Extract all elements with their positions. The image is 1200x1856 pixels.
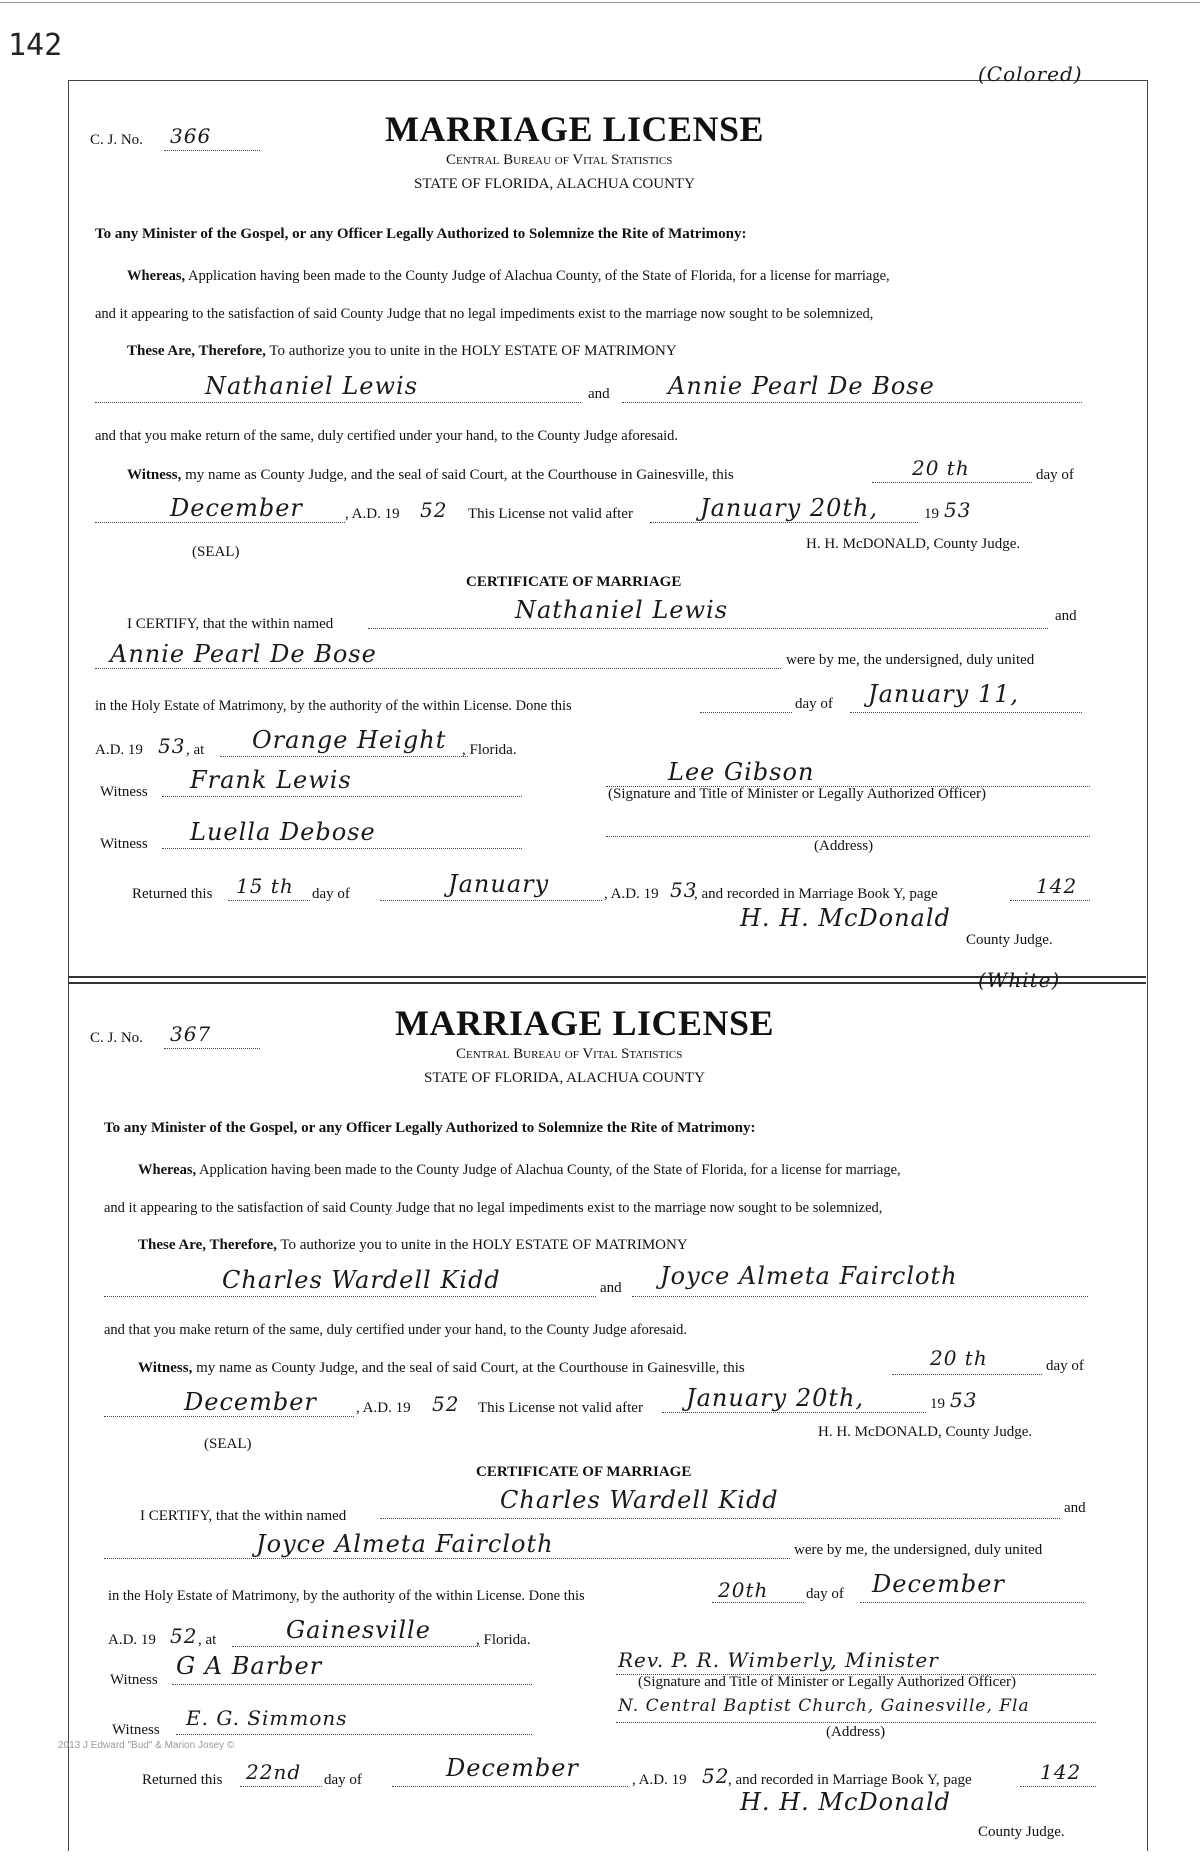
returned-month-line [380,900,602,901]
seal: (SEAL) [192,544,240,560]
witness-paragraph [127,467,734,484]
witness-lead: Witness, [138,1360,193,1376]
valid-year-prefix: 19 [930,1396,945,1412]
ad-text: , A.D. 19 [356,1400,411,1416]
holy-text: in the Holy Estate of Matrimony, by the authority of the within License. Done this [108,1588,585,1604]
not-valid-text: This License not valid after [478,1400,643,1416]
bride-line [632,1296,1088,1297]
place-line [220,756,468,757]
at-text: , at [198,1632,217,1648]
issue-month: December [170,494,303,522]
marriage-place: Gainesville [286,1616,431,1644]
done-year: 52 [170,1624,198,1648]
cert-groom: Nathaniel Lewis [515,596,729,624]
cj-label: C. J. No. [90,1030,143,1046]
witness2-line [176,1734,532,1735]
done-month: January 11, [868,680,1019,708]
officer-address-line [606,836,1090,837]
done-month-line [860,1602,1084,1603]
whereas-paragraph [138,1162,901,1179]
cert-and: and [1055,608,1077,624]
done-month: December [872,1570,1005,1598]
cert-groom-line [368,628,1048,629]
whereas-text: Application having been made to the County Judge of Alachua County, of the State of Florida, for a license for marriage, [198,1162,901,1178]
officer-address: N. Central Baptist Church, Gainesville, Fla [618,1696,1030,1716]
returned-text: Returned this [142,1772,223,1788]
address-line: To any Minister of the Gospel, or any Officer Legally Authorized to Solemnize the Rite of Matrimony: [95,226,747,242]
book-page: 142 [1036,874,1078,898]
county-judge-caption: County Judge. [978,1824,1065,1840]
returned-day-line [240,1786,322,1787]
appearing-text: and it appearing to the satisfaction of said County Judge that no legal impediments exist to the marriage now sought to be solemnized, [95,306,874,322]
groom-line [104,1296,596,1297]
ad-text: , A.D. 19 [345,506,400,522]
cj-number: 366 [170,124,212,148]
cj-line [164,150,260,151]
page-number: 142 [8,28,63,63]
issue-day-line [872,482,1032,483]
certificate-title: CERTIFICATE OF MARRIAGE [466,574,682,590]
groom-name: Nathaniel Lewis [205,372,419,400]
cert-bride: Annie Pearl De Bose [110,640,377,668]
returned-ad: , A.D. 19 [604,886,659,902]
ad2: A.D. 19 [95,742,143,758]
book-page-line [1020,1786,1096,1787]
issue-month: December [184,1388,317,1416]
address-caption: (Address) [826,1724,886,1740]
whereas-text: Application having been made to the County Judge of Alachua County, of the State of Florida, for a license for marriage, [187,268,890,284]
book-page-line [1010,900,1090,901]
recorded-text: , and recorded in Marriage Book Y, page [728,1772,972,1788]
witness1-label: Witness [100,784,148,800]
judge-signature: H. H. McDonald [740,904,951,932]
cert-bride-line [104,1558,790,1559]
officer-signature: Lee Gibson [668,758,815,786]
witness-paragraph [138,1360,745,1377]
state-line: STATE OF FLORIDA, ALACHUA COUNTY [414,176,695,192]
witness2-line [162,848,522,849]
marriage-place: Orange Height [252,726,447,754]
issue-year: 52 [432,1392,460,1416]
certificate-title: CERTIFICATE OF MARRIAGE [476,1464,692,1480]
done-month-line [850,712,1082,713]
valid-year: 53 [950,1388,978,1412]
judge-printed: H. H. McDONALD, County Judge. [806,536,1021,552]
book-page: 142 [1040,1760,1082,1784]
copyright-watermark: 2013 J Edward "Bud" & Marion Josey © [58,1740,235,1751]
not-valid-text: This License not valid after [468,506,633,522]
these-are-paragraph [138,1237,688,1254]
witness2-name: E. G. Simmons [186,1706,348,1730]
witness-lead: Witness, [127,467,182,483]
race-note: (Colored) [978,62,1083,86]
state-line: STATE OF FLORIDA, ALACHUA COUNTY [424,1070,705,1086]
day-of: day of [1036,467,1074,483]
signature-caption: (Signature and Title of Minister or Legally Authorized Officer) [608,786,986,802]
bride-name: Annie Pearl De Bose [668,372,935,400]
returned-day-line [228,900,310,901]
returned-month-line [392,1786,628,1787]
united-text: were by me, the undersigned, duly united [794,1542,1043,1558]
at-text: , at [186,742,205,758]
recorded-text: , and recorded in Marriage Book Y, page [694,886,938,902]
florida-text: , Florida. [462,742,517,758]
cj-number: 367 [170,1022,212,1046]
valid-year-prefix: 19 [924,506,939,522]
issue-day: 20 th [912,456,970,480]
returned-month: January [448,870,550,898]
returned-text: Returned this [132,886,213,902]
these-are-paragraph [127,343,677,360]
done-day: 20th [718,1578,769,1602]
done-day-of: day of [795,696,833,712]
officer-signature: Rev. P. R. Wimberly, Minister [618,1648,939,1672]
bureau-line: Central Bureau of Vital Statistics [456,1046,683,1062]
witness-text: my name as County Judge, and the seal of said Court, at the Courthouse in Gainesville, this [196,1360,745,1376]
these-text: To authorize you to unite in the HOLY ESTATE OF MATRIMONY [280,1237,688,1253]
cert-groom-line [380,1518,1060,1519]
cert-groom: Charles Wardell Kidd [500,1486,779,1514]
bride-line [622,402,1082,403]
return-text: and that you make return of the same, duly certified under your hand, to the County Judge aforesaid. [95,428,679,444]
appearing-text: and it appearing to the satisfaction of said County Judge that no legal impediments exist to the marriage now sought to be solemnized, [104,1200,883,1216]
these-lead: These Are, Therefore, [138,1237,277,1253]
done-year: 53 [158,734,186,758]
returned-ad: , A.D. 19 [632,1772,687,1788]
holy-text: in the Holy Estate of Matrimony, by the authority of the within License. Done this [95,698,572,714]
witness2-label: Witness [100,836,148,852]
ad2: A.D. 19 [108,1632,156,1648]
witness2-name: Luella Debose [190,818,376,846]
groom-line [95,402,581,403]
done-day-line [700,712,792,713]
race-note: (White) [978,968,1061,992]
returned-day: 15 th [236,874,294,898]
certify-text: I CERTIFY, that the within named [127,616,334,632]
issue-year: 52 [420,498,448,522]
returned-year: 52 [702,1764,730,1788]
cert-bride-line [95,668,781,669]
cj-line [164,1048,260,1049]
valid-until: January 20th, [700,494,879,522]
witness1-label: Witness [110,1672,158,1688]
these-lead: These Are, Therefore, [127,343,266,359]
bureau-line: Central Bureau of Vital Statistics [446,152,673,168]
witness1-name: Frank Lewis [190,766,352,794]
witness1-line [172,1684,532,1685]
license-title: MARRIAGE LICENSE [385,109,765,149]
certify-text: I CERTIFY, that the within named [140,1508,347,1524]
signature-caption: (Signature and Title of Minister or Legally Authorized Officer) [638,1674,1016,1690]
valid-until: January 20th, [686,1384,865,1412]
whereas-lead: Whereas, [138,1162,197,1178]
judge-signature: H. H. McDonald [740,1788,951,1816]
and-word: and [588,386,610,402]
issue-day-line [892,1374,1042,1375]
bride-name: Joyce Almeta Faircloth [660,1262,958,1290]
returned-day-of: day of [312,886,350,902]
valid-until-line [662,1412,926,1413]
cert-and: and [1064,1500,1086,1516]
scan-top-edge [0,2,1200,3]
whereas-lead: Whereas, [127,268,186,284]
day-of: day of [1046,1358,1084,1374]
returned-year: 53 [670,878,698,902]
license-title: MARRIAGE LICENSE [395,1003,775,1043]
cj-label: C. J. No. [90,132,143,148]
witness-text: my name as County Judge, and the seal of said Court, at the Courthouse in Gainesville, this [185,467,734,483]
cert-bride: Joyce Almeta Faircloth [256,1530,554,1558]
returned-day-of: day of [324,1772,362,1788]
address-line: To any Minister of the Gospel, or any Officer Legally Authorized to Solemnize the Rite of Matrimony: [104,1120,756,1136]
valid-year: 53 [944,498,972,522]
groom-name: Charles Wardell Kidd [222,1266,501,1294]
issue-month-line [104,1416,354,1417]
united-text: were by me, the undersigned, duly united [786,652,1035,668]
officer-address-line [616,1722,1096,1723]
judge-printed: H. H. McDONALD, County Judge. [818,1424,1033,1440]
florida-text: , Florida. [476,1632,531,1648]
issue-month-line [95,522,345,523]
address-caption: (Address) [814,838,874,854]
whereas-paragraph [127,268,890,285]
place-line [232,1646,480,1647]
witness1-name: G A Barber [176,1652,323,1680]
returned-month: December [446,1754,579,1782]
valid-until-line [650,522,918,523]
witness2-label: Witness [112,1722,160,1738]
witness1-line [162,796,522,797]
done-day-line [712,1602,804,1603]
and-word: and [600,1280,622,1296]
these-text: To authorize you to unite in the HOLY ESTATE OF MATRIMONY [269,343,677,359]
county-judge-caption: County Judge. [966,932,1053,948]
return-text: and that you make return of the same, duly certified under your hand, to the County Judge aforesaid. [104,1322,688,1338]
seal: (SEAL) [204,1436,252,1452]
issue-day: 20 th [930,1346,988,1370]
returned-day: 22nd [246,1760,302,1784]
done-day-of: day of [806,1586,844,1602]
